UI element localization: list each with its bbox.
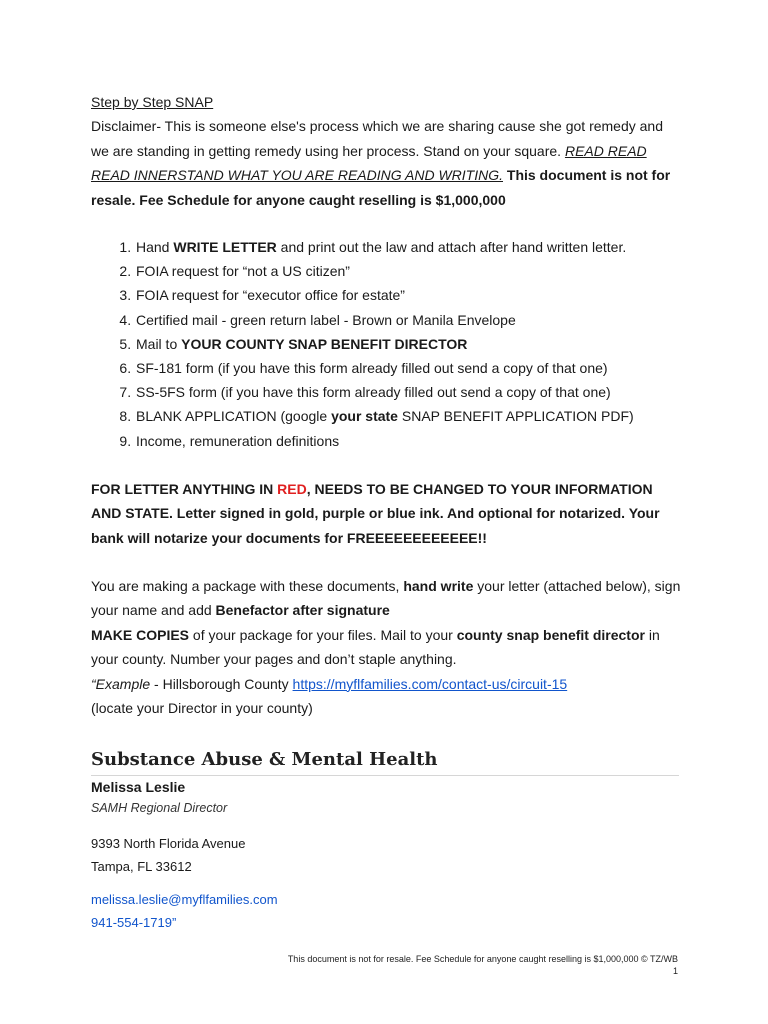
letter-note-paragraph: FOR LETTER ANYTHING IN RED, NEEDS TO BE CHANGED TO YOUR INFORMATION AND STATE. Letter signed in gold, purple or blue ink. And optional for notarized. Your bank will notarize your documents for FREEEEEEEEEEEE!! bbox=[91, 480, 660, 546]
footer-notice: This document is not for resale. Fee Schedule for anyone caught reselling is $1,000,000 © TZ/WB bbox=[287, 954, 678, 964]
list-item: 9. Income, remuneration definitions bbox=[135, 429, 681, 453]
contact-phone[interactable]: 941-554-1719” bbox=[91, 914, 177, 930]
address-line-1: 9393 North Florida Avenue bbox=[91, 835, 246, 851]
resale-notice: This document is not for resale. Fee Schedule for anyone caught reselling is $1,000,000 bbox=[91, 167, 671, 208]
contact-address bbox=[91, 832, 681, 878]
disclaimer-text: Disclaimer- This is someone else's process which we are sharing cause she got remedy and we are standing in getting remedy using her process. Stand on your square. bbox=[91, 118, 664, 159]
document-heading: Step by Step SNAP bbox=[91, 94, 214, 110]
document-page bbox=[91, 90, 681, 934]
steps-list bbox=[91, 235, 681, 453]
list-item: 7. SS-5FS form (if you have this form already filled out send a copy of that one) bbox=[135, 380, 681, 404]
list-item: 8. BLANK APPLICATION (google your state SNAP BENEFIT APPLICATION PDF) bbox=[135, 404, 681, 428]
contact-role: SAMH Regional Director bbox=[91, 800, 228, 815]
address-line-2: Tampa, FL 33612 bbox=[91, 858, 192, 874]
circuit-15-link[interactable]: https://myflfamilies.com/contact-us/circuit-15 bbox=[292, 675, 568, 692]
page-footer bbox=[288, 953, 678, 977]
contact-name: Melissa Leslie bbox=[91, 778, 186, 795]
list-item: 5. Mail to YOUR COUNTY SNAP BENEFIT DIRECTOR bbox=[135, 332, 681, 356]
list-item: 2. FOIA request for “not a US citizen” bbox=[135, 259, 681, 283]
list-item: 4. Certified mail - green return label - Brown or Manila Envelope bbox=[135, 308, 681, 332]
list-item: 6. SF-181 form (if you have this form already filled out send a copy of that one) bbox=[135, 356, 681, 380]
example-label: “Example bbox=[91, 675, 151, 692]
page-number: 1 bbox=[672, 966, 678, 976]
list-item: 3. FOIA request for “executor office for estate” bbox=[135, 283, 681, 307]
disclaimer-paragraph bbox=[91, 114, 681, 212]
package-paragraph: You are making a package with these documents, hand write your letter (attached below), sign your name and add Benefactor after signature MAKE COPIES of your package for your files. Mail to your county snap benefit director in your county. Number your pages and don’t staple anything. “Example - Hillsborough County https://myflfamilies.com/contact-us/circuit-15 (locate your Director in your county) bbox=[91, 578, 681, 717]
red-keyword: RED bbox=[277, 480, 307, 497]
disclaimer-emphasis: READ READ READ INNERSTAND WHAT YOU ARE READING AND WRITING. bbox=[91, 142, 647, 184]
list-item: 1. Hand WRITE LETTER and print out the law and attach after hand written letter. bbox=[135, 235, 681, 259]
section-title: Substance Abuse & Mental Health bbox=[91, 748, 438, 770]
contact-email[interactable]: melissa.leslie@myflfamilies.com bbox=[91, 891, 278, 907]
locate-note: (locate your Director in your county) bbox=[91, 700, 313, 717]
